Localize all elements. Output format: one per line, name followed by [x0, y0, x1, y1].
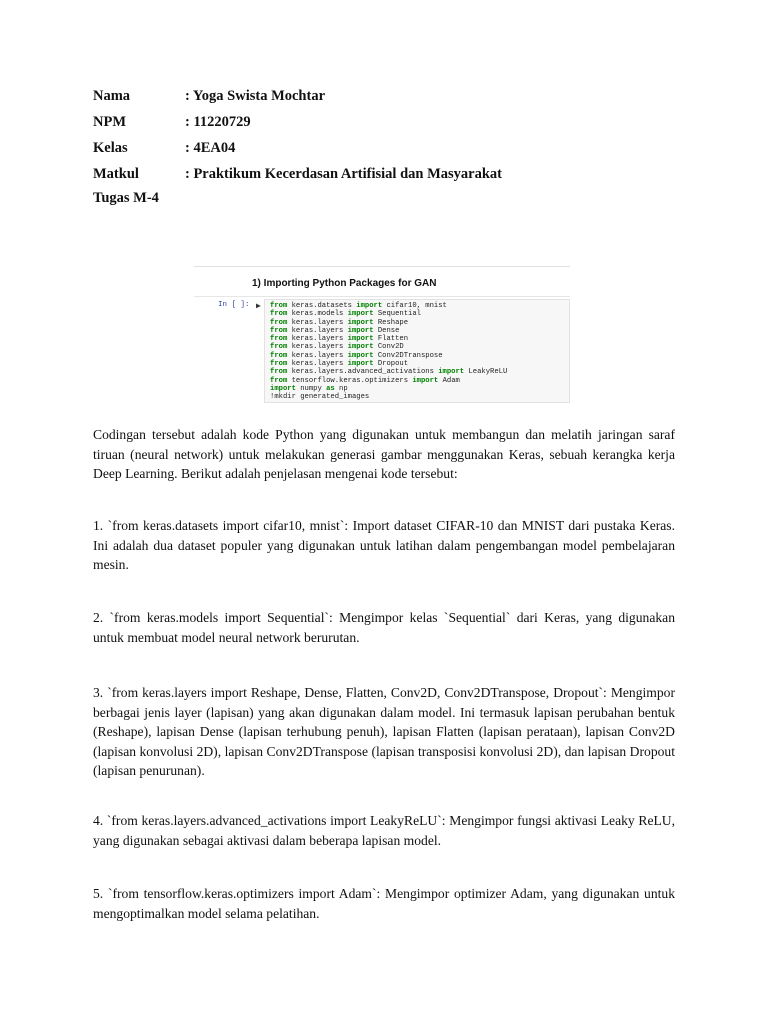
code-text: keras.layers — [287, 335, 348, 344]
code-screenshot — [194, 266, 570, 406]
divider — [194, 296, 570, 297]
info-value: : 11220729 — [185, 114, 251, 130]
code-keyword: import — [347, 310, 374, 319]
code-keyword: import — [347, 318, 374, 327]
code-keyword: from — [270, 318, 288, 327]
code-text: keras.layers — [287, 351, 348, 360]
run-cell-icon: ▶ — [256, 302, 261, 311]
code-keyword: import — [347, 326, 374, 335]
code-keyword: import — [270, 384, 296, 393]
code-text: Conv2DTranspose — [373, 351, 443, 360]
code-line — [270, 352, 507, 360]
code-line — [270, 335, 507, 343]
code-text: Adam — [438, 376, 460, 385]
info-label: NPM — [93, 114, 127, 130]
task-title: Tugas M-4 — [93, 190, 159, 206]
code-keyword: import — [347, 343, 374, 352]
code-text: np — [334, 384, 348, 393]
code-keyword: from — [270, 376, 288, 385]
explanation-paragraph-4: 4. `from keras.layers.advanced_activations import LeakyReLU`: Mengimpor fungsi aktivasi Leaky ReLU, yang digunakan sebagai aktivasi dalam beberapa lapisan model. — [93, 813, 675, 848]
code-text: keras.layers — [287, 318, 348, 327]
code-keyword: import — [412, 376, 439, 385]
code-line — [270, 319, 507, 327]
info-label: Kelas — [93, 140, 128, 156]
explanation-paragraph-2: 2. `from keras.models import Sequential`: Mengimpor kelas `Sequential` dari Keras, yang digunakan untuk membuat model neural network berurutan. — [93, 610, 675, 645]
code-keyword: from — [270, 302, 288, 310]
code-keyword: as — [326, 384, 335, 393]
code-text: keras.layers — [287, 343, 348, 352]
code-text: keras.layers.advanced_activations — [287, 368, 439, 377]
info-value: : Praktikum Kecerdasan Artifisial dan Masyarakat — [185, 166, 502, 182]
divider — [194, 266, 570, 267]
info-value: : 4EA04 — [185, 140, 236, 156]
code-text: numpy — [295, 384, 327, 393]
code-text: Dropout — [373, 360, 409, 369]
code-lines — [270, 302, 507, 402]
code-line — [270, 377, 507, 385]
code-keyword: import — [438, 368, 465, 377]
code-keyword: from — [270, 326, 288, 335]
intro-paragraph: Codingan tersebut adalah kode Python yang digunakan untuk membangun dan melatih jaringan saraf tiruan (neural network) untuk melakukan generasi gambar menggunakan Keras, sebuah kerangka kerja Deep Learning. Berikut adalah penjelasan mengenai kode tersebut: — [93, 427, 675, 481]
code-keyword: import — [347, 351, 374, 360]
code-cell — [264, 299, 570, 403]
code-keyword: from — [270, 360, 288, 369]
code-keyword: from — [270, 335, 288, 344]
info-label: Matkul — [93, 166, 139, 182]
code-text: LeakyReLU — [464, 368, 508, 377]
code-text: keras.layers — [287, 360, 348, 369]
explanation-paragraph-5: 5. `from tensorflow.keras.optimizers import Adam`: Mengimpor optimizer Adam, yang digunakan untuk mengoptimalkan model selama pelatihan. — [93, 886, 675, 921]
code-text: Reshape — [373, 318, 409, 327]
code-text: keras.datasets — [287, 302, 357, 310]
explanation-paragraph-1: 1. `from keras.datasets import cifar10, mnist`: Import dataset CIFAR-10 dan MNIST dari pustaka Keras. Ini adalah dua dataset populer yang digunakan untuk latihan dalam pengembangan model pembelajaran mesin. — [93, 518, 675, 572]
code-line — [270, 310, 507, 318]
code-text: Flatten — [373, 335, 409, 344]
code-line — [270, 385, 507, 393]
code-keyword: from — [270, 368, 288, 377]
code-keyword: import — [347, 335, 374, 344]
code-line — [270, 343, 507, 351]
code-keyword: from — [270, 310, 288, 319]
code-keyword: from — [270, 343, 288, 352]
code-text: Conv2D — [373, 343, 404, 352]
code-line — [270, 393, 507, 401]
code-text: cifar10, mnist — [382, 302, 447, 310]
code-text: !mkdir generated_images — [270, 393, 370, 402]
info-label: Nama — [93, 88, 131, 104]
info-value: : Yoga Swista Mochtar — [185, 88, 326, 104]
code-text: keras.models — [287, 310, 348, 319]
notebook-heading: 1) Importing Python Packages for GAN — [252, 278, 437, 289]
code-text: keras.layers — [287, 326, 348, 335]
code-keyword: import — [356, 302, 383, 310]
code-line — [270, 327, 507, 335]
code-text: Dense — [373, 326, 400, 335]
code-keyword: import — [347, 360, 374, 369]
code-text: Sequential — [373, 310, 421, 319]
cell-prompt: In [ ]: — [218, 301, 250, 309]
explanation-paragraph-3: 3. `from keras.layers import Reshape, Dense, Flatten, Conv2D, Conv2DTranspose, Dropout`: Mengimpor berbagai jenis layer (lapisan) yang akan digunakan dalam model. Ini termasuk lapisan perubahan bentuk (Reshape), lapisan Dense (lapisan terhubung penuh), lapisan Flatten (lapisan perataan), lapisan Conv2D (lapisan konvolusi 2D), lapisan Conv2DTranspose (lapisan transposisi konvolusi 2D), dan lapisan Dropout (lapisan penurunan). — [93, 685, 675, 778]
code-keyword: from — [270, 351, 288, 360]
code-text: tensorflow.keras.optimizers — [287, 376, 413, 385]
code-line — [270, 360, 507, 368]
code-line — [270, 302, 507, 310]
code-line — [270, 368, 507, 376]
